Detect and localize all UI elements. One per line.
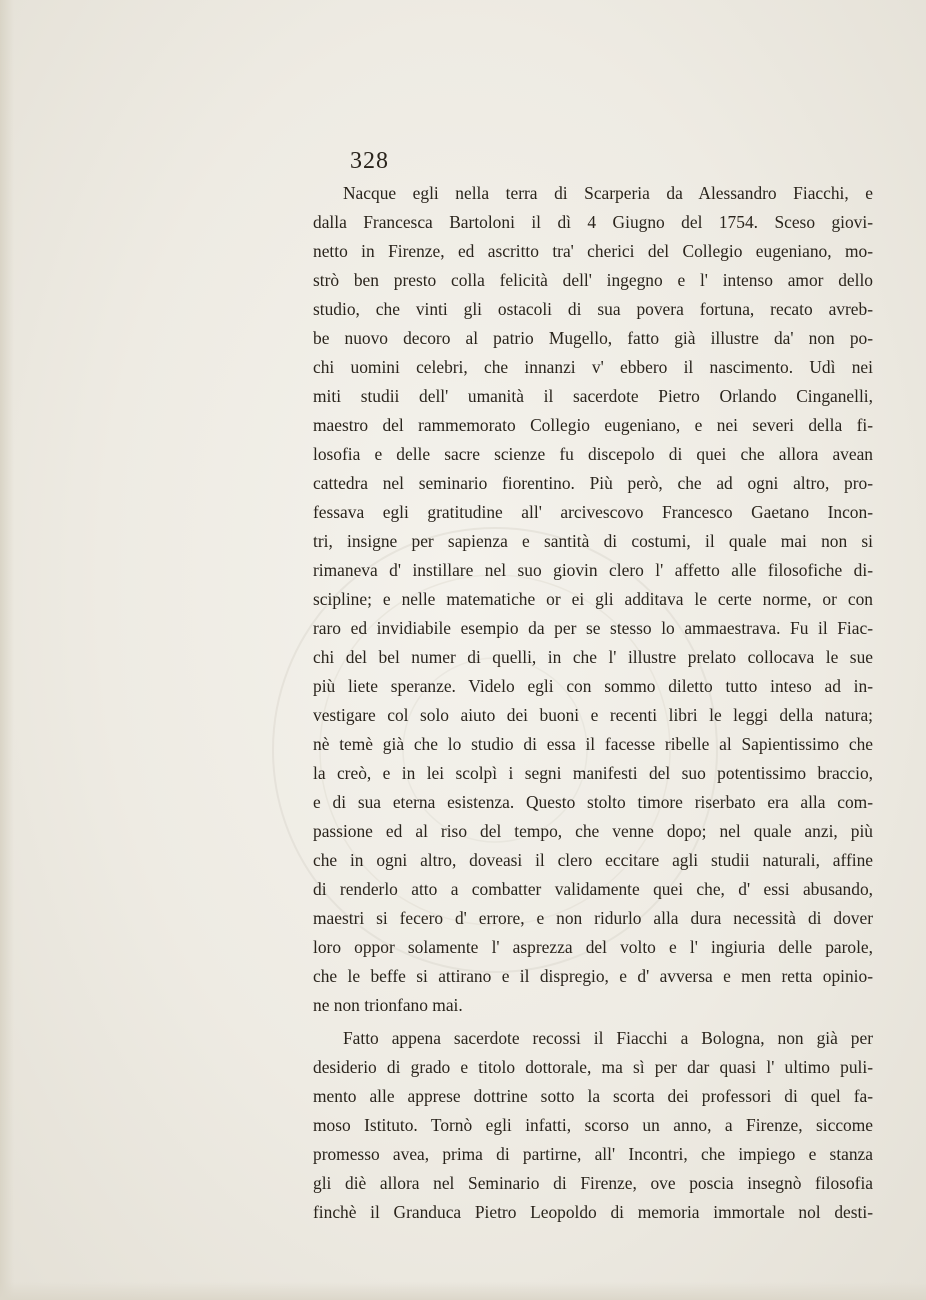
text-line: passione ed al riso del tempo, che venne dopo; nel quale anzi, più xyxy=(313,821,873,841)
text-line: dalla Francesca Bartoloni il dì 4 Giugno del 1754. Sceso giovi- xyxy=(313,212,873,232)
text-line: strò ben presto colla felicità dell' ingegno e l' intenso amor dello xyxy=(313,270,873,290)
page-number: 328 xyxy=(350,148,389,174)
text-line: cattedra nel seminario fiorentino. Più però, che ad ogni altro, pro- xyxy=(313,473,873,493)
page-bottom-edge xyxy=(0,1282,926,1300)
text-line: miti studii dell' umanità il sacerdote Pietro Orlando Cinganelli, xyxy=(313,386,873,406)
page-left-edge xyxy=(0,0,14,1300)
text-line: tri, insigne per sapienza e santità di costumi, il quale mai non si xyxy=(313,531,873,551)
text-line: chi del bel numer di quelli, in che l' illustre prelato collocava le sue xyxy=(313,647,873,667)
text-line: vestigare col solo aiuto dei buoni e recenti libri le leggi della natura; xyxy=(313,705,873,725)
text-line: maestri si fecero d' errore, e non ridurlo alla dura necessità di dover xyxy=(313,908,873,928)
text-line: finchè il Granduca Pietro Leopoldo di memoria immortale nol desti- xyxy=(313,1202,873,1222)
text-line: che in ogni altro, doveasi il clero eccitare agli studii naturali, affine xyxy=(313,850,873,870)
text-line: be nuovo decoro al patrio Mugello, fatto già illustre da' non po- xyxy=(313,328,873,348)
text-line: netto in Firenze, ed ascritto tra' cherici del Collegio eugeniano, mo- xyxy=(313,241,873,261)
text-line: ne non trionfano mai. xyxy=(313,995,463,1015)
text-line: nè temè già che lo studio di essa il facesse ribelle al Sapientissimo che xyxy=(313,734,873,754)
text-line: e di sua eterna esistenza. Questo stolto timore riserbato era alla com- xyxy=(313,792,873,812)
text-line: raro ed invidiabile esempio da per se stesso lo ammaestrava. Fu il Fiac- xyxy=(313,618,873,638)
text-line: rimaneva d' instillare nel suo giovin clero l' affetto alle filosofiche di- xyxy=(313,560,873,580)
text-line: promesso avea, prima di partirne, all' Incontri, che impiego e stanza xyxy=(313,1144,873,1164)
text-line: desiderio di grado e titolo dottorale, ma sì per dar quasi l' ultimo puli- xyxy=(313,1057,873,1077)
text-line: scipline; e nelle matematiche or ei gli additava le certe norme, or con xyxy=(313,589,873,609)
text-line: moso Istituto. Tornò egli infatti, scorso un anno, a Firenze, siccome xyxy=(313,1115,873,1135)
text-line: la creò, e in lei scolpì i segni manifesti del suo potentissimo braccio, xyxy=(313,763,873,783)
text-line: gli diè allora nel Seminario di Firenze, ove poscia insegnò filosofia xyxy=(313,1173,873,1193)
text-line: di renderlo atto a combatter validamente quei che, d' essi abusando, xyxy=(313,879,873,899)
text-line: mento alle apprese dottrine sotto la scorta dei professori di quel fa- xyxy=(313,1086,873,1106)
text-line: losofia e delle sacre scienze fu discepolo di quei che allora avean xyxy=(313,444,873,464)
text-line: fessava egli gratitudine all' arcivescovo Francesco Gaetano Incon- xyxy=(313,502,873,522)
text-line: Fatto appena sacerdote recossi il Fiacchi a Bologna, non già per xyxy=(343,1028,873,1048)
text-line: studio, che vinti gli ostacoli di sua povera fortuna, recato avreb- xyxy=(313,299,873,319)
text-line: che le beffe si attirano e il dispregio, e d' avversa e men retta opinio- xyxy=(313,966,873,986)
text-line: più liete speranze. Videlo egli con sommo diletto tutto inteso ad in- xyxy=(313,676,873,696)
text-line: maestro del rammemorato Collegio eugeniano, e nei severi della fi- xyxy=(313,415,873,435)
text-line: chi uomini celebri, che innanzi v' ebbero il nascimento. Udì nei xyxy=(313,357,873,377)
text-line: loro oppor solamente l' asprezza del volto e l' ingiuria delle parole, xyxy=(313,937,873,957)
text-line: Nacque egli nella terra di Scarperia da Alessandro Fiacchi, e xyxy=(343,183,873,203)
